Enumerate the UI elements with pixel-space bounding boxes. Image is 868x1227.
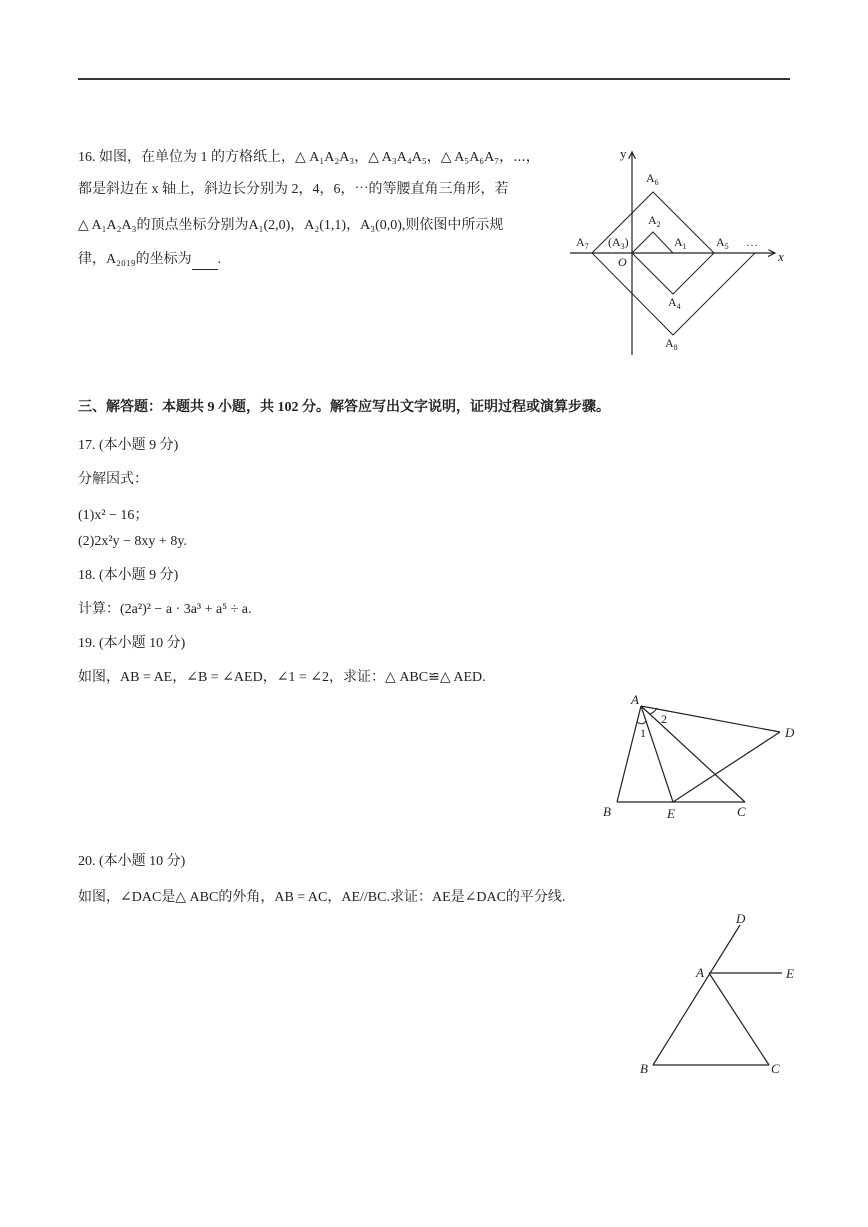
label-ellipsis: … [746, 235, 758, 249]
header-rule [78, 78, 790, 80]
label-origin: O [618, 255, 627, 269]
segment-ab [617, 706, 641, 802]
q16-figure [560, 140, 800, 365]
q16-line-4-prefix: 律，A₂₀₁₉的坐标为 [78, 252, 192, 267]
label-a: A [696, 965, 704, 980]
q16-line-1: 16. 如图，在单位为 1 的方格纸上，△ A₁A₂A₃，△ A₃A₄A₅，△ A₅A₆A₇，⋯， [78, 150, 540, 165]
answer-blank [192, 255, 218, 270]
label-d: D [736, 911, 746, 926]
q16-line-2: 都是斜边在 x 轴上，斜边长分别为 2，4，6，⋯的等腰直角三角形，若 [78, 182, 509, 197]
label-e: E [786, 966, 794, 981]
segment-ac [709, 973, 769, 1065]
q18-prompt: 计算：(2a²)² − a · 3a³ + a⁵ ÷ a. [78, 602, 252, 617]
q20-figure [630, 905, 810, 1085]
q16-line-4-suffix: . [217, 252, 222, 267]
triangle-a1-a2-a3 [632, 232, 673, 253]
label-a1: $A_1$ [674, 235, 687, 251]
q19-figure [595, 690, 810, 830]
q18-title: 18. (本小题 9 分) [78, 568, 179, 583]
segment-bd [653, 925, 740, 1065]
q19-title: 19. (本小题 10 分) [78, 636, 186, 651]
label-b: B [603, 804, 611, 819]
label-a7: $A_7$ [576, 235, 589, 251]
q17-prompt: 分解因式： [78, 472, 148, 487]
q16-line-4 [78, 250, 221, 270]
angle-1-arc [637, 721, 646, 724]
label-c: C [737, 804, 746, 819]
label-a: A [631, 692, 639, 707]
label-angle-2: 2 [661, 712, 667, 726]
q16-line-3: △ A₁A₂A₃的顶点坐标分别为A₁(2,0)，A₂(1,1)，A₃(0,0),则依图中所示规 [78, 218, 504, 233]
label-a4: $A_4$ [668, 295, 681, 311]
label-a2: $A_2$ [648, 213, 661, 229]
section-3-heading: 三、解答题：本题共 9 小题，共 102 分。解答应写出文字说明，证明过程或演算步骤。 [78, 400, 610, 415]
q17-part-1: (1)x² − 16； [78, 508, 149, 523]
label-b: B [640, 1061, 648, 1076]
label-a3: $(A_3)$ [608, 235, 629, 251]
label-a5: $A_5$ [716, 235, 729, 251]
label-y: y [620, 146, 627, 161]
label-angle-1: 1 [640, 726, 646, 740]
q19-prompt: 如图，AB = AE，∠B = ∠AED，∠1 = ∠2，求证：△ ABC≌△ AED. [78, 670, 486, 685]
q20-title: 20. (本小题 10 分) [78, 854, 186, 869]
label-e: E [667, 806, 675, 821]
q20-prompt: 如图，∠DAC是△ ABC的外角，AB = AC，AE//BC.求证：AE是∠DAC的平分线. [78, 890, 566, 905]
q17-part-2: (2)2x²y − 8xy + 8y. [78, 534, 187, 549]
label-d: D [785, 725, 795, 740]
q17-title: 17. (本小题 9 分) [78, 438, 179, 453]
triangle-a3-a4-a5 [632, 253, 714, 294]
label-c: C [771, 1061, 780, 1076]
segment-ed [673, 732, 780, 802]
label-a6: $A_6$ [646, 171, 659, 187]
label-a8: $A_8$ [665, 336, 678, 352]
label-x: x [778, 249, 784, 264]
